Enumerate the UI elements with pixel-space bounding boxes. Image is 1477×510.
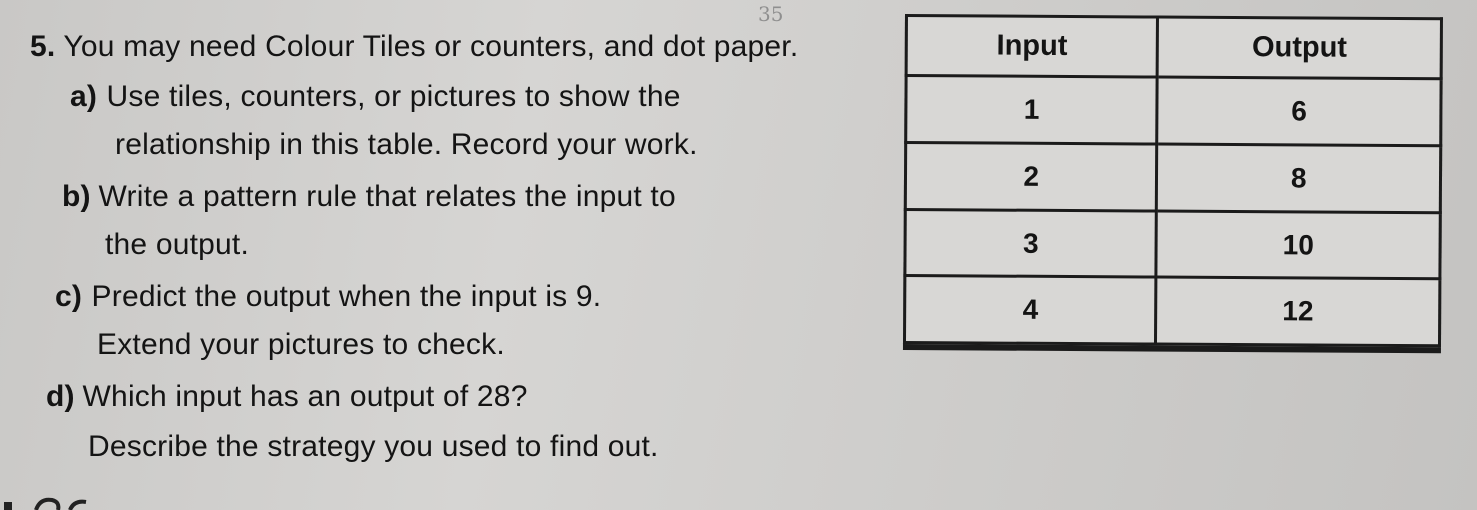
output-cell: 6	[1157, 78, 1441, 146]
table-row	[906, 76, 1441, 146]
input-cell: 3	[905, 209, 1157, 277]
part-b-letter: b)	[62, 180, 91, 213]
part-b-text-2: the output.	[105, 228, 249, 261]
part-d-text-2: Describe the strategy you used to find out.	[88, 430, 659, 463]
question-intro-text: You may need Colour Tiles or counters, and dot paper.	[63, 30, 799, 63]
part-a-text-2: relationship in this table. Record your work.	[115, 128, 698, 161]
cut-off-text-marks	[0, 490, 120, 510]
input-output-table-container	[903, 14, 1443, 347]
table-row	[904, 276, 1439, 346]
table-row	[905, 143, 1440, 213]
input-header: Input	[906, 16, 1158, 78]
table-header-row	[906, 16, 1441, 80]
output-cell: 10	[1156, 211, 1440, 279]
question-number: 5.	[30, 30, 56, 63]
output-cell: 8	[1157, 144, 1441, 212]
part-c-letter: c)	[55, 280, 83, 313]
part-a-text-1: Use tiles, counters, or pictures to show the	[106, 80, 681, 113]
output-cell: 12	[1156, 277, 1440, 345]
input-cell: 4	[904, 276, 1156, 344]
part-d-letter: d)	[46, 380, 75, 413]
input-cell: 1	[906, 76, 1158, 144]
part-d-text-1: Which input has an output of 28?	[82, 380, 528, 413]
part-a-letter: a)	[70, 80, 98, 113]
part-b-line-1	[62, 180, 676, 214]
table-row	[905, 209, 1440, 279]
part-c-line-1	[55, 280, 601, 314]
question-5-intro	[30, 30, 798, 64]
handwritten-note: 35	[758, 2, 784, 26]
part-a-line-1	[70, 80, 681, 114]
output-header: Output	[1158, 17, 1442, 79]
part-d-line-1	[46, 380, 528, 414]
part-c-text-1: Predict the output when the input is 9.	[91, 280, 602, 313]
input-cell: 2	[905, 143, 1157, 211]
part-c-text-2: Extend your pictures to check.	[97, 328, 505, 361]
part-b-text-1: Write a pattern rule that relates the input to	[98, 180, 676, 213]
input-output-table	[903, 14, 1443, 347]
